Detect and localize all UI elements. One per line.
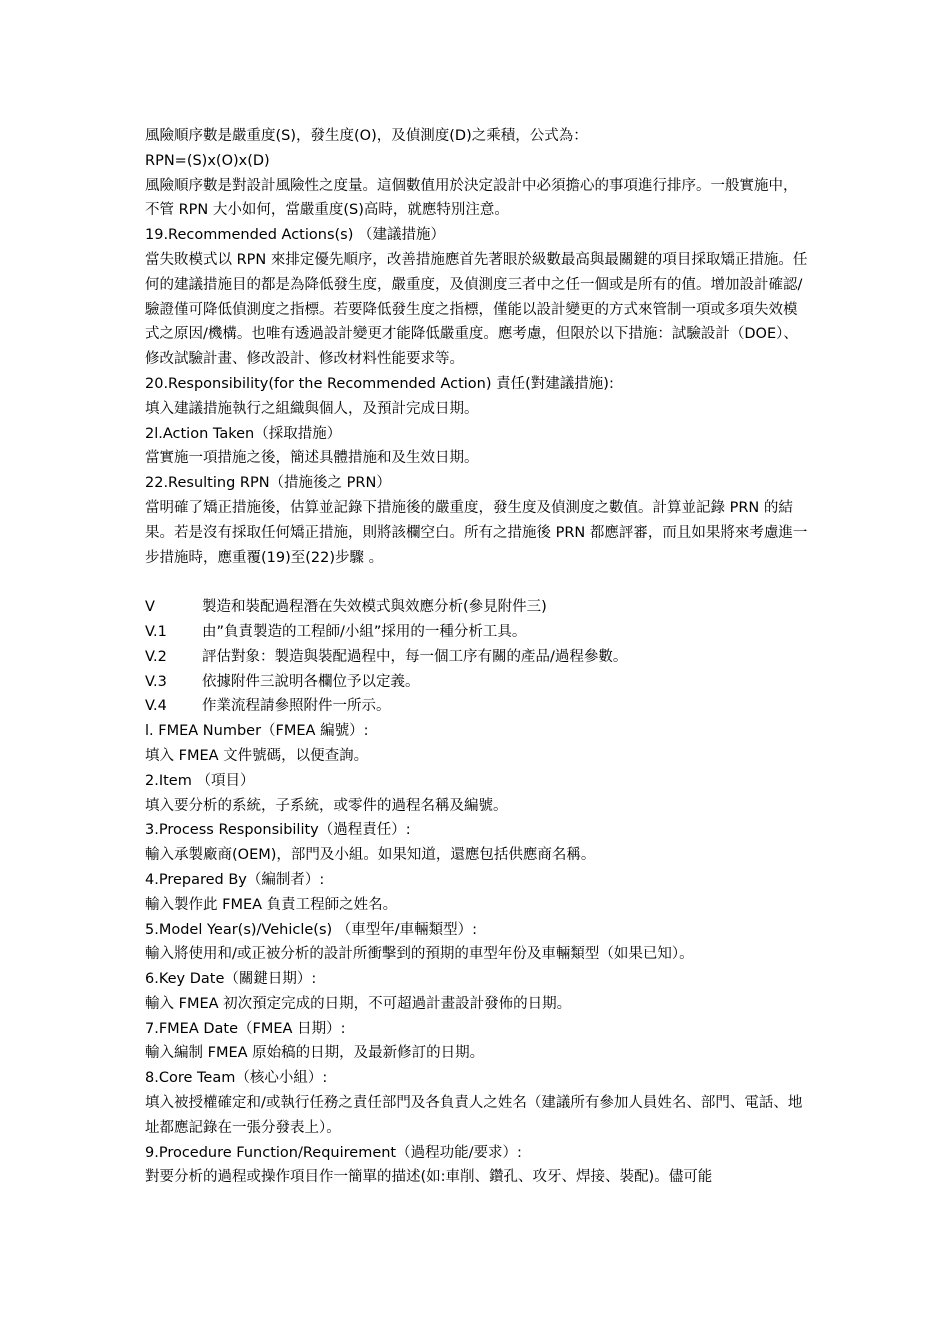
key-date-text: 輸入 FMEA 初次預定完成的日期，不可超過計畫設計發佈的日期。: [145, 995, 572, 1012]
section-item: [145, 670, 810, 695]
section-item-number: V.2: [145, 648, 167, 665]
resulting-rpn-paragraph: 當明確了矯正措施後，估算並記錄下措施後的嚴重度，發生度及偵測度之數值。計算並記錄 PRN 的結果。若是沒有採取任何矯正措施，則將該欄空白。所有之措施後 PRN 都應評審，而且如果將來考慮進一步措施時，應重覆(19)至(22)步驟 。: [145, 499, 808, 566]
heading-procedure-function: 9.Procedure Function/Requirement（過程功能/要求）:: [145, 1144, 522, 1161]
action-taken-paragraph: 當實施一項措施之後，簡述具體措施和及生效日期。: [145, 450, 479, 467]
heading-fmea-number: l. FMEA Number（FMEA 編號）:: [145, 723, 369, 740]
procedure-function-text: 對要分析的過程或操作項目作一簡單的描述(如:車削、鑽孔、攻牙、焊接、裝配)。儘可能: [145, 1169, 713, 1186]
section-item-text: 評估對象：製造與裝配過程中，每一個工序有關的產品/過程參數。: [202, 648, 628, 665]
section-v-heading: [145, 595, 810, 620]
heading-fmea-date: 7.FMEA Date（FMEA 日期）:: [145, 1020, 346, 1037]
blank-line: [145, 570, 810, 595]
section-item-number: V.1: [145, 623, 167, 640]
section-item-text: 作業流程請參照附件一所示。: [202, 698, 391, 715]
heading-recommended-actions: 19.Recommended Actions(s) （建議措施）: [145, 227, 445, 244]
item-text: 填入要分析的系統，子系統，或零件的過程名稱及編號。: [145, 797, 508, 814]
section-item: [145, 694, 810, 719]
rpn-explanation-paragraph: 風險順序數是對設計風險性之度量。這個數值用於決定設計中必須擔心的事項進行排序。一般實施中，不管 RPN 大小如何，當嚴重度(S)高時，就應特別注意。: [145, 177, 798, 219]
heading-process-responsibility: 3.Process Responsibility（過程責任）:: [145, 822, 411, 839]
section-item-number: V.3: [145, 673, 167, 690]
prepared-by-text: 輸入製作此 FMEA 負責工程師之姓名。: [145, 896, 398, 913]
section-item-number: V.4: [145, 698, 167, 715]
core-team-text: 填入被授權確定和/或執行任務之責任部門及各負責人之姓名（建議所有參加人員姓名、部門、電話、地址都應記錄在一張分發表上）。: [145, 1095, 803, 1136]
section-item-text: 依據附件三說明各欄位予以定義。: [202, 673, 420, 690]
section-item: [145, 645, 810, 670]
process-responsibility-text: 輸入承製廠商(OEM)，部門及小組。如果知道，還應包括供應商名稱。: [145, 847, 596, 864]
heading-action-taken: 2l.Action Taken（採取措施）: [145, 425, 342, 442]
heading-responsibility: 20.Responsibility(for the Recommended Action) 責任(對建議措施):: [145, 375, 614, 392]
fmea-date-text: 輸入編制 FMEA 原始稿的日期，及最新修訂的日期。: [145, 1045, 485, 1062]
heading-resulting-rpn: 22.Resulting RPN（措施後之 PRN）: [145, 475, 391, 492]
document-body: [145, 124, 810, 1190]
heading-model-year: 5.Model Year(s)/Vehicle(s) （車型年/車輛類型）:: [145, 921, 478, 938]
rpn-definition-text: 風險順序數是嚴重度(S)，發生度(O)，及偵測度(D)之乘積，公式為：: [145, 128, 588, 144]
heading-prepared-by: 4.Prepared By（編制者）:: [145, 871, 325, 888]
heading-core-team: 8.Core Team（核心小組）:: [145, 1070, 328, 1087]
heading-item: 2.Item （項目）: [145, 772, 255, 789]
rpn-formula: RPN=(S)x(O)x(D): [145, 152, 270, 169]
section-item-text: 由”負責製造的工程師/小組”採用的一種分析工具。: [202, 623, 527, 640]
fmea-number-text: 填入 FMEA 文件號碼，以便查詢。: [145, 747, 369, 764]
heading-key-date: 6.Key Date（關鍵日期）:: [145, 971, 317, 988]
section-item: [145, 620, 810, 645]
responsibility-paragraph: 填入建議措施執行之組織與個人，及預計完成日期。: [145, 400, 479, 417]
section-number: V: [145, 599, 155, 616]
model-year-text: 輸入將使用和/或正被分析的設計所衝擊到的預期的車型年份及車輛類型（如果已知）。: [145, 946, 694, 963]
section-title: 製造和裝配過程潛在失效模式與效應分析(參見附件三): [202, 599, 547, 616]
recommended-actions-paragraph: 當失敗模式以 RPN 來排定優先順序，改善措施應首先著眼於級數最高與最關鍵的項目採取矯正措施。任何的建議措施目的都是為降低發生度，嚴重度，及偵測度三者中之任一個或是所有的值。增加設計確認/驗證僅可降低偵測度之指標。若要降低發生度之指標，僅能以設計變更的方式來管制一項或多項失效模式之原因/機構。也唯有透過設計變更才能降低嚴重度。應考慮，但限於以下措施：試驗設計（DOE）、修改試驗計畫、修改設計、修改材料性能要求等。: [145, 251, 808, 368]
